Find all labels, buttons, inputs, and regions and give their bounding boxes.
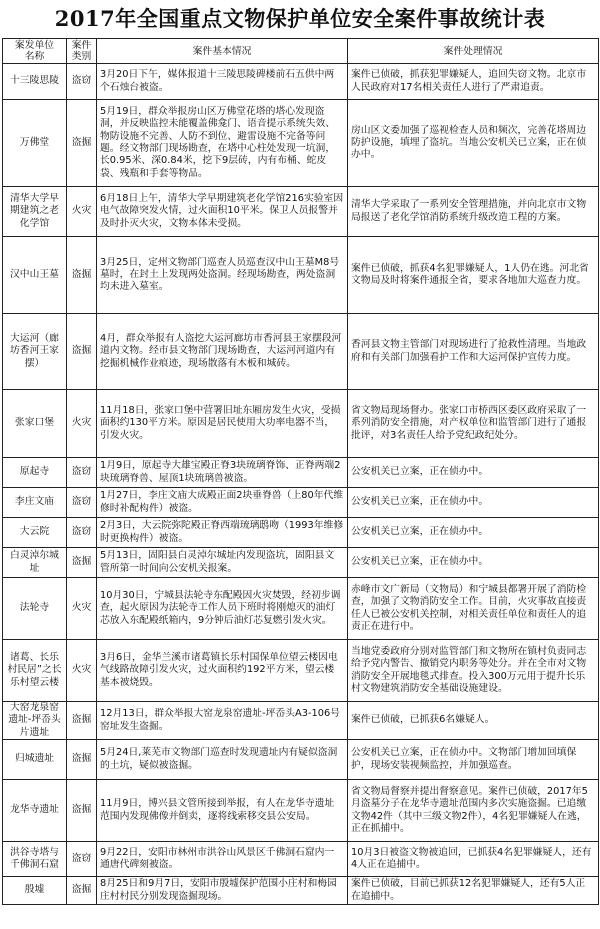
category-cell: 盗掘 [67, 740, 97, 780]
table-row [3, 740, 599, 780]
table-row [3, 237, 599, 314]
unit-cell: 李庄文庙 [3, 488, 67, 518]
description-cell: 4月，群众举报有人盗挖大运河廊坊市香河县王家摆段河道内文物。经市县文物部门现场勘查，大运河河道内有挖掘机械作业痕迹，现场散落有木板和城砖。 [97, 314, 348, 390]
description-cell: 5月19日，群众举报房山区万佛堂花塔的塔心发现盗洞，并反映监控未能覆盖佛龛门、语音提示系统失效、物防设施不完善、人防不到位、避雷设施不完备等问题。经文物部门现场勘查，在塔中心柱处发现一坑洞，长0.95米、深0.84米，挖下9层砖，内有布桶、蛇皮袋、残瓶和手套等物品。 [97, 100, 348, 187]
unit-cell: 法轮寺 [3, 578, 67, 640]
handling-cell: 香河县文物主管部门对现场进行了抢救性清理。当地政府和有关部门加强看护工作和大运河保护宣传力度。 [348, 314, 599, 390]
unit-cell: 诸葛、长乐村民居”之长乐村望云楼 [3, 640, 67, 702]
page-title: 2017年全国重点文物保护单位安全案件事故统计表 [54, 6, 546, 31]
category-cell: 盗窃 [67, 488, 97, 518]
handling-cell: 公安机关已立案，正在侦办中。 [348, 488, 599, 518]
handling-cell: 赤峰市文广新局（文物局）和宁城县都署开展了消防检查，加强了文物消防安全工作。目前，火灾事故直接责任人已被公安机关控制，对相关责任单位和责任人的追责正在进行中。 [348, 578, 599, 640]
table-row [3, 390, 599, 458]
description-cell: 10月30日，宁城县法轮寺东配殿因火灾焚毁，经初步调查，起火原因为法轮寺工作人员下班时将刚熄灭的油灯芯放入东配殿纸箱内，9分钟后油灯芯复燃引发火灾。 [97, 578, 348, 640]
handling-cell: 公安机关已立案，正在侦办中。 [348, 548, 599, 578]
unit-cell: 归城遗址 [3, 740, 67, 780]
table-row [3, 578, 599, 640]
category-cell: 火灾 [67, 187, 97, 237]
description-cell: 5月24日,莱芜市文物部门巡查时发现遗址内有疑似盗洞的土坑，疑似被盗掘。 [97, 740, 348, 780]
category-cell: 盗掘 [67, 237, 97, 314]
unit-cell: 原起寺 [3, 458, 67, 488]
handling-cell: 房山区文委加强了巡视检查人员和频次，完善花塔周边防护设施，填埋了盗坑。当地公安机关已立案，正在侦办中。 [348, 100, 599, 187]
description-cell: 1月27日，李庄文庙大成殿正面2块垂脊兽（上80年代维修时补配构件）被盗。 [97, 488, 348, 518]
table-row [3, 842, 599, 877]
handling-cell: 省文物局督察并提出督察意见。案件已侦破，2017年5月盗墓分子在龙华寺遗址范围内多次实施盗掘。已追缴文物42件（其中三级文物2件），4名犯罪嫌疑人在逃，正在抓捕中。 [348, 780, 599, 842]
unit-cell: 十三陵思陵 [3, 64, 67, 100]
handling-cell: 案件已侦破，抓获犯罪嫌疑人，追回失窃文物。北京市人民政府对17名相关责任人进行了严肃追责。 [348, 64, 599, 100]
description-cell: 11月9日，博兴县文管所接到举报，有人在龙华寺遗址范围内发现佛像并倒卖，逐将线索移交县公安局。 [97, 780, 348, 842]
description-cell: 12月13日，群众举报大窑龙泉窑遗址-坪岙头A3-106号窑址发生盗掘。 [97, 702, 348, 740]
unit-cell: 清华大学早期建筑之老化学馆 [3, 187, 67, 237]
handling-cell: 案件已侦破，已抓获6名嫌疑人。 [348, 702, 599, 740]
handling-cell: 公安机关已立案，正在侦办中。文物部门增加回填保护，现场安装视频监控，并加强巡查。 [348, 740, 599, 780]
description-cell: 5月13日，固阳县白灵淖尔城址内发现盗坑，固阳县文管所第一时间向公安机关报案。 [97, 548, 348, 578]
table-row [3, 640, 599, 702]
unit-cell: 大窑龙泉窑遗址-坪岙头片遗址 [3, 702, 67, 740]
unit-cell: 万佛堂 [3, 100, 67, 187]
table-row [3, 488, 599, 518]
handling-cell: 公安机关已立案，正在侦办中。 [348, 518, 599, 548]
table-row [3, 877, 599, 905]
handling-cell: 10月3日被盗文物被追回，已抓获4名犯罪嫌疑人，还有4人正在追捕中。 [348, 842, 599, 877]
table-row [3, 314, 599, 390]
header-category: 案件 类别 [67, 39, 97, 64]
handling-cell: 公安机关已立案，正在侦办中。 [348, 458, 599, 488]
unit-cell: 洪谷寺塔与千佛洞石窟 [3, 842, 67, 877]
unit-cell: 殷墟 [3, 877, 67, 905]
header-handling: 案件处理情况 [348, 39, 599, 64]
description-cell: 3月6日，金华兰溪市诸葛镇长乐村国保单位望云楼因电气线路故障引发火灾，过火面积约192平方米，望云楼基本被烧毁。 [97, 640, 348, 702]
category-cell: 盗掘 [67, 100, 97, 187]
header-unit: 案发单位 名称 [3, 39, 67, 64]
description-cell: 6月18日上午，清华大学早期建筑老化学馆216实验室因电气故障突发火情，过火面积10平米。保卫人员报警并及时扑灭火灾，文物本体未受损。 [97, 187, 348, 237]
description-cell: 3月25日，定州文物部门巡查人员巡查汉中山王墓M8号墓时，在封土上发现两处盗洞。经现场勘查，两处盗洞均未进入墓室。 [97, 237, 348, 314]
category-cell: 火灾 [67, 390, 97, 458]
description-cell: 1月9日，原起寺大雄宝殿正脊3块琉璃脊饰、正脊两端2块琉璃脊兽、屋顶1块琉璃兽被盗。 [97, 458, 348, 488]
table-row [3, 64, 599, 100]
description-cell: 9月22日，安阳市林州市洪谷山风景区千佛洞石窟内一通唐代碑刻被盗。 [97, 842, 348, 877]
table-row [3, 187, 599, 237]
category-cell: 盗掘 [67, 877, 97, 905]
category-cell: 盗掘 [67, 780, 97, 842]
description-cell: 8月25日和9月7日，安阳市殷墟保护范围小庄村和梅园庄村村民分别发现盗掘现场。 [97, 877, 348, 905]
unit-cell: 白灵淖尔城址 [3, 548, 67, 578]
unit-cell: 大云院 [3, 518, 67, 548]
handling-cell: 案件已侦破，目前已抓获12名犯罪嫌疑人，还有5人正在追捕中。 [348, 877, 599, 905]
category-cell: 盗窃 [67, 842, 97, 877]
category-cell: 盗窃 [67, 64, 97, 100]
unit-cell: 龙华寺遗址 [3, 780, 67, 842]
statistics-table [2, 38, 599, 905]
description-cell: 2月3日，大云院弥陀殿正脊西端琉璃鸱吻（1993年维修时更换构件）被盗。 [97, 518, 348, 548]
category-cell: 盗掘 [67, 548, 97, 578]
header-description: 案件基本情况 [97, 39, 348, 64]
unit-cell: 大运河（廊坊香河王家摆） [3, 314, 67, 390]
unit-cell: 张家口堡 [3, 390, 67, 458]
handling-cell: 省文物局现场督办。张家口市桥西区委区政府采取了一系列消防安全措施，对产权单位和监管部门进行了通报批评，对3名责任人给予党纪政纪处分。 [348, 390, 599, 458]
table-header-row [3, 39, 599, 64]
table-row [3, 780, 599, 842]
handling-cell: 案件已侦破，抓获4名犯罪嫌疑人，1人仍在逃。河北省文物局及时将案件通报全省，要求各地加大巡查力度。 [348, 237, 599, 314]
category-cell: 火灾 [67, 640, 97, 702]
description-cell: 3月20日下午，媒体报道十三陵思陵碑楼前石五供中两个石烛台被盗。 [97, 64, 348, 100]
table-row [3, 518, 599, 548]
table-row [3, 100, 599, 187]
handling-cell: 清华大学采取了一系列安全管理措施，并向北京市文物局报送了老化学馆消防系统升级改造工程的方案。 [348, 187, 599, 237]
category-cell: 火灾 [67, 578, 97, 640]
category-cell: 盗窃 [67, 518, 97, 548]
handling-cell: 当地党委政府分别对监管部门和文物所在镇村负责同志给予党内警告、撤销党内职务等处分。并在全市对文物消防安全开展地毯式排查。投入300万元用于提升长乐村文物建筑消防安全基础设施建设。 [348, 640, 599, 702]
table-row [3, 702, 599, 740]
category-cell: 盗掘 [67, 702, 97, 740]
category-cell: 盗窃 [67, 458, 97, 488]
table-row [3, 548, 599, 578]
description-cell: 11月18日，张家口堡中营署旧址东厢房发生火灾，受损面积约130平方米。原因是居民使用大功率电器不当，引发火灾。 [97, 390, 348, 458]
table-row [3, 458, 599, 488]
unit-cell: 汉中山王墓 [3, 237, 67, 314]
category-cell: 盗掘 [67, 314, 97, 390]
